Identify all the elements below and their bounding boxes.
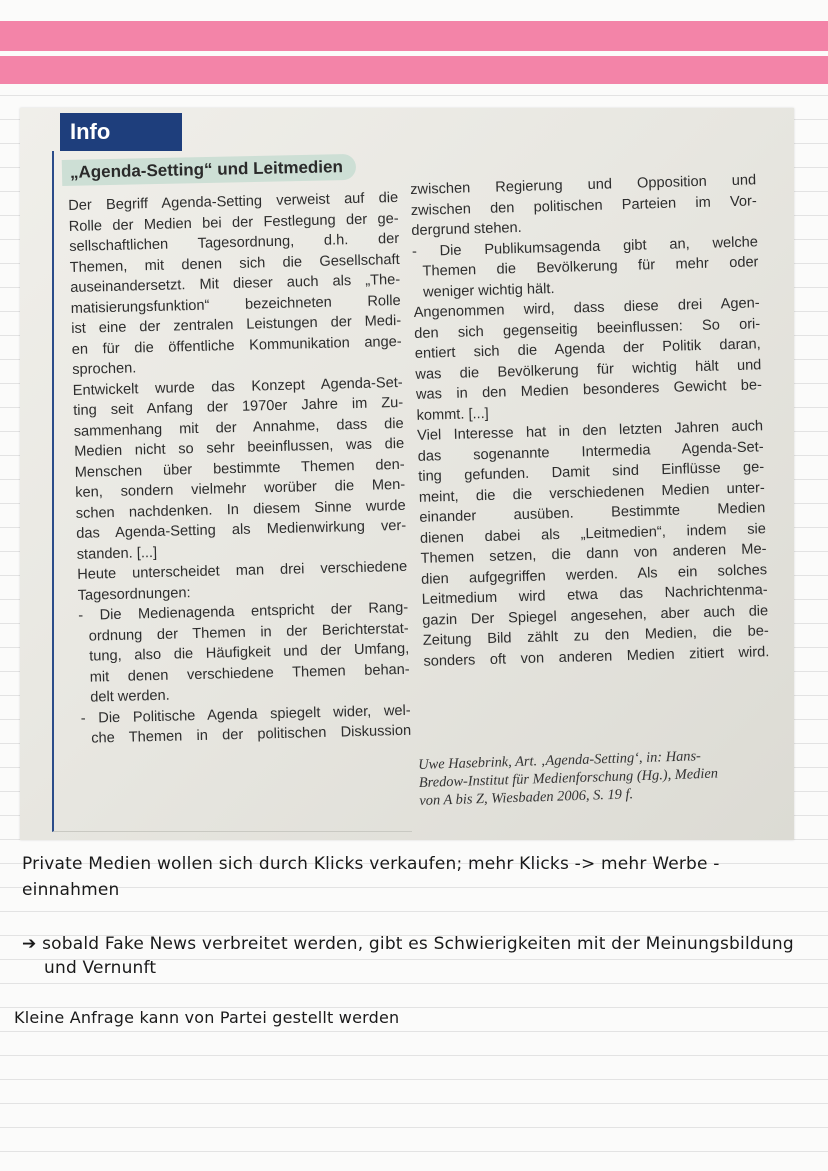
top-pink-band — [0, 21, 828, 51]
text-line: - Die Medienagenda entspricht der Rang- — [78, 599, 409, 624]
text-line: Leitmedium wird etwa das Nachrichtenma- — [421, 582, 768, 608]
text-line: sprochen. — [72, 360, 137, 378]
text-line: matisierungsfunktion“ bezeichneten Rolle — [70, 292, 401, 317]
text-line: was in den Medien besonderes Gewicht be- — [415, 377, 763, 403]
text-line: Heute unterscheidet man drei verschiedene — [77, 558, 408, 583]
text-line: Themen die Bevölkerung für mehr oder — [422, 254, 759, 280]
text-line: den sich gegenseitig beeinflussen: So ori- — [414, 315, 761, 342]
text-line: Der Begriff Agenda-Setting verweist auf die — [68, 189, 399, 214]
note-line — [22, 934, 794, 954]
text-line: das Agenda-Setting als Medienwirkung ver- — [76, 517, 407, 542]
text-line: Themen setzen, die dann von anderen Me- — [420, 541, 767, 567]
note-text: sobald Fake News verbreitet werden, gibt es Schwierigkeiten mit der Meinungsbildung — [42, 934, 794, 954]
text-line: Tagesordnungen: — [77, 584, 191, 604]
text-line: standen. [...] — [76, 544, 158, 563]
left-text-column — [68, 188, 411, 749]
text-line: dienen dabei als „Leitmedien“, indem sie — [419, 520, 767, 547]
text-line: kommt. [...] — [416, 405, 489, 424]
text-line: Zeitung Bild zählt zu den Medien, die be- — [422, 623, 769, 649]
text-line: che Themen in der politischen Diskussion — [91, 722, 412, 747]
text-line: einander ausüben. Bestimmte Medien — [419, 500, 766, 526]
arrow-icon: ➔ — [22, 934, 37, 954]
text-line: was die Bevölkerung für wichtig hält und — [415, 356, 762, 383]
text-line: - Die Publikumsagenda gibt an, welche — [411, 233, 759, 260]
text-line: auseinandersetzt. Mit dieser auch als „The- — [70, 271, 401, 296]
text-line: Themen, mit denen sich die Gesellschaft — [69, 251, 400, 276]
text-line: ting gefunden. Damit sind Einflüsse ge- — [418, 459, 765, 485]
text-line: ting seit Anfang der 1970er Jahre im Zu- — [73, 394, 404, 419]
text-line: delt werden. — [90, 687, 170, 706]
source-citation — [418, 745, 760, 810]
text-line: gazin Der Spiegel angesehen, aber auch die — [422, 602, 769, 629]
text-line: ordnung der Themen in der Berichterstat- — [88, 620, 409, 645]
text-line: ist eine der zentralen Leistungen der Medi- — [71, 312, 402, 337]
text-line: entiert sich die Agenda der Politik daran, — [414, 336, 761, 362]
text-line: dien aufgegriffen werden. Als ein solches — [420, 561, 768, 588]
text-line: Rolle der Medien bei der Festlegung der ge- — [68, 210, 399, 235]
section-heading: „Agenda-Setting“ und Leitmedien — [62, 154, 356, 186]
text-line: weniger wichtig hält. — [422, 280, 555, 301]
text-line: ken, sondern vielmehr worüber die Men- — [75, 476, 406, 501]
note-line: Kleine Anfrage kann von Partei gestellt werden — [14, 1008, 400, 1027]
text-line: das sogenannte Intermedia Agenda-Set- — [417, 438, 764, 465]
text-line: sonders oft von anderen Medien zitiert wird. — [423, 643, 770, 670]
text-line: zwischen Regierung und Opposition und — [410, 172, 757, 198]
text-line: en für die öffentliche Kommunikation ange- — [71, 333, 402, 358]
text-line: Menschen über bestimmte Themen den- — [74, 456, 405, 481]
text-line: Medien nicht so sehr beeinflussen, was die — [74, 435, 405, 460]
citation-line: Uwe Hasebrink, Art. ‚Agenda-Setting‘, in: Hans- — [418, 748, 702, 773]
note-line: und Vernunft — [44, 958, 157, 978]
note-line: einnahmen — [22, 880, 120, 900]
text-line: Angenommen wird, dass diese drei Agen- — [413, 295, 760, 321]
text-line: mit denen verschiedene Themen behan- — [89, 661, 410, 686]
text-line: meint, die die verschiedenen Medien unter- — [418, 479, 765, 506]
text-line: tung, also die Häufigkeit und der Umfang, — [89, 640, 410, 665]
text-line: - Die Politische Agenda spiegelt wider, wel- — [80, 702, 411, 727]
text-line: dergrund stehen. — [411, 219, 522, 239]
info-label: Info — [60, 113, 182, 151]
text-line: Viel Interesse hat in den letzten Jahren auch — [416, 418, 764, 444]
second-pink-band — [0, 56, 828, 84]
note-line: Private Medien wollen sich durch Klicks verkaufen; mehr Klicks -> mehr Werbe - — [22, 854, 720, 874]
citation-line: Bredow-Institut für Medienforschung (Hg.), Medien — [418, 765, 719, 791]
right-text-column — [410, 170, 770, 671]
text-line: sellschaftlichen Tagesordnung, d.h. der — [69, 230, 400, 255]
text-line: Entwickelt wurde das Konzept Agenda-Set- — [72, 374, 403, 399]
text-line: zwischen den politischen Parteien im Vor- — [410, 192, 757, 219]
text-line: sammenhang mit der Annahme, dass die — [73, 415, 404, 440]
text-line: schen nachdenken. In diesem Sinne wurde — [75, 497, 406, 522]
textbook-photo — [20, 108, 794, 840]
citation-line: von A bis Z, Wiesbaden 2006, S. 19 f. — [419, 786, 634, 809]
